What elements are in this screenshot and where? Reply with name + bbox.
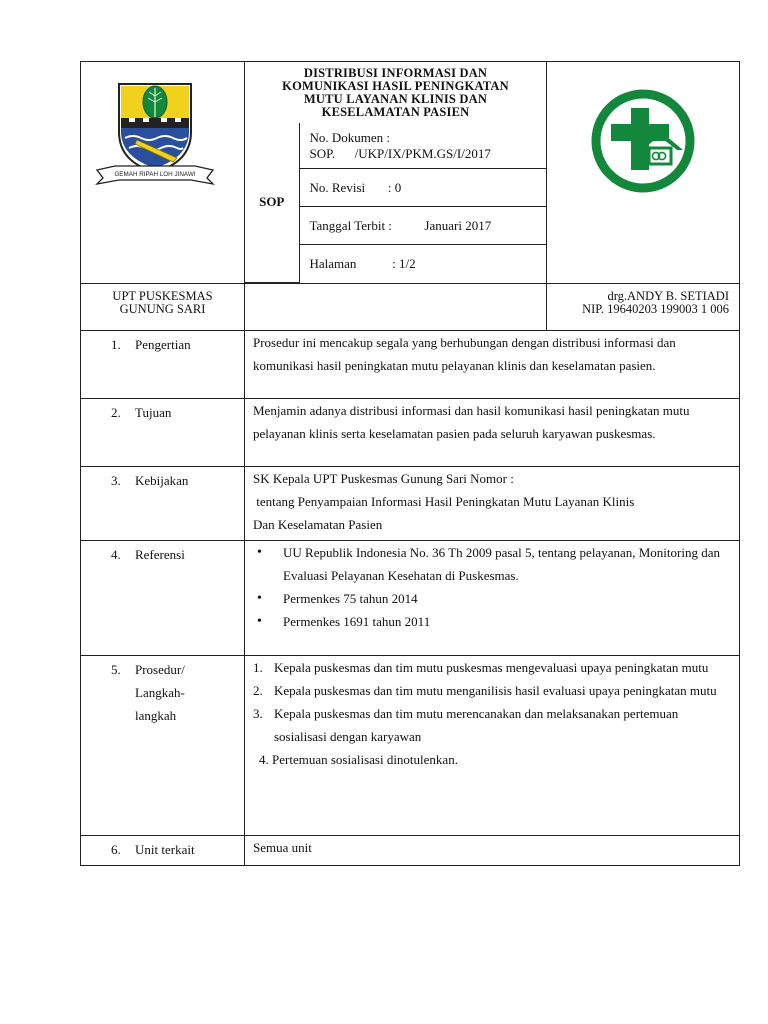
organization-line-2: GUNUNG SARI (119, 301, 206, 316)
section-content (245, 655, 740, 835)
document-number (299, 123, 546, 169)
policy-line: Dan Keselamatan Pasien (253, 516, 383, 532)
section-content (245, 540, 740, 655)
crest-motto: GEMAH RIPAH LOH JINAWI (114, 171, 196, 178)
section-tujuan (81, 398, 740, 466)
section-heading: 4. Referensi (81, 540, 245, 655)
signer-block (547, 283, 740, 330)
procedure-step-4: 4. Pertemuan sosialisasi dinotulenkan. (259, 751, 458, 767)
section-prosedur (81, 655, 740, 835)
issue-date: Tanggal Terbit : Januari 2017 (299, 207, 546, 245)
procedure-step: 2. Kepala puskesmas dan tim mutu menganilisis hasil evaluasi upaya peningkatan mutu (253, 682, 717, 698)
section-content: Menjamin adanya distribusi informasi dan hasil komunikasi hasil peningkatan mutu pelayanan klinis serta keselamatan pasien pada seluruh karyawan puskesmas. (245, 398, 740, 466)
section-heading: 6. Unit terkait (81, 835, 245, 865)
section-heading: 5. Prosedur/ Langkah- langkah (81, 655, 245, 835)
section-heading: 2. Tujuan (81, 398, 245, 466)
reference-item: • Permenkes 75 tahun 2014 (253, 587, 733, 610)
section-unit-terkait (81, 835, 740, 865)
section-pengertian (81, 330, 740, 398)
reference-list (253, 541, 733, 633)
procedure-step: 1. Kepala puskesmas dan tim mutu puskesmas mengevaluasi upaya peningkatan mutu (253, 659, 709, 675)
section-content: Prosedur ini mencakup segala yang berhubungan dengan distribusi informasi dan komunikasi hasil peningkatan mutu pelayanan klinis dan keselamatan pasien. (245, 330, 740, 398)
crest-logo-cell (81, 62, 245, 284)
sop-meta-table (245, 123, 546, 283)
title-line-4: KESELAMATAN PASIEN (321, 105, 470, 119)
section-referensi (81, 540, 740, 655)
puskesmas-logo-icon (547, 62, 740, 251)
title-line-3: MUTU LAYANAN KLINIS DAN (303, 92, 488, 106)
title-line-1: DISTRIBUSI INFORMASI DAN (303, 66, 488, 80)
section-heading: 3. Kebijakan (81, 466, 245, 540)
procedure-step: 3. Kepala puskesmas dan tim mutu merencanakan dan melaksanakan pertemuan sosialisasi dengan karyawan (253, 705, 679, 744)
policy-line: tentang Penyampaian Informasi Hasil Peningkatan Mutu Layanan Klinis (253, 493, 635, 509)
regency-crest-icon (81, 62, 245, 251)
section-content (245, 466, 740, 540)
section-content: Semua unit (245, 835, 740, 865)
sop-document (80, 61, 739, 866)
section-kebijakan (81, 466, 740, 540)
sop-label: SOP (245, 123, 299, 282)
sop-body-table (80, 330, 740, 866)
reference-item: • Permenkes 1691 tahun 2011 (253, 610, 733, 633)
sop-header-table (80, 61, 740, 331)
signer-nip: NIP. 19640203 199003 1 006 (582, 301, 729, 316)
reference-item: • UU Republik Indonesia No. 36 Th 2009 pasal 5, tentang pelayanan, Monitoring dan Evaluasi Pelayanan Kesehatan di Puskesmas. (253, 541, 733, 587)
section-heading: 1. Pengertian (81, 330, 245, 398)
procedure-steps (253, 656, 733, 748)
page-number: Halaman : 1/2 (299, 245, 546, 283)
document-number-label: No. Dokumen : (309, 129, 391, 145)
signature-area (245, 283, 547, 330)
document-number-value: SOP. /UKP/IX/PKM.GS/I/2017 (309, 145, 491, 161)
puskesmas-logo-cell (547, 62, 740, 284)
revision-number: No. Revisi : 0 (299, 169, 546, 207)
organization-name (81, 283, 245, 330)
signer-name: drg.ANDY B. SETIADI (607, 288, 729, 303)
policy-line: SK Kepala UPT Puskesmas Gunung Sari Nomor : (253, 470, 514, 486)
organization-line-1: UPT PUSKESMAS (112, 288, 213, 303)
title-line-2: KOMUNIKASI HASIL PENINGKATAN (282, 79, 509, 93)
document-title (245, 62, 546, 123)
title-meta-cell (245, 62, 547, 284)
